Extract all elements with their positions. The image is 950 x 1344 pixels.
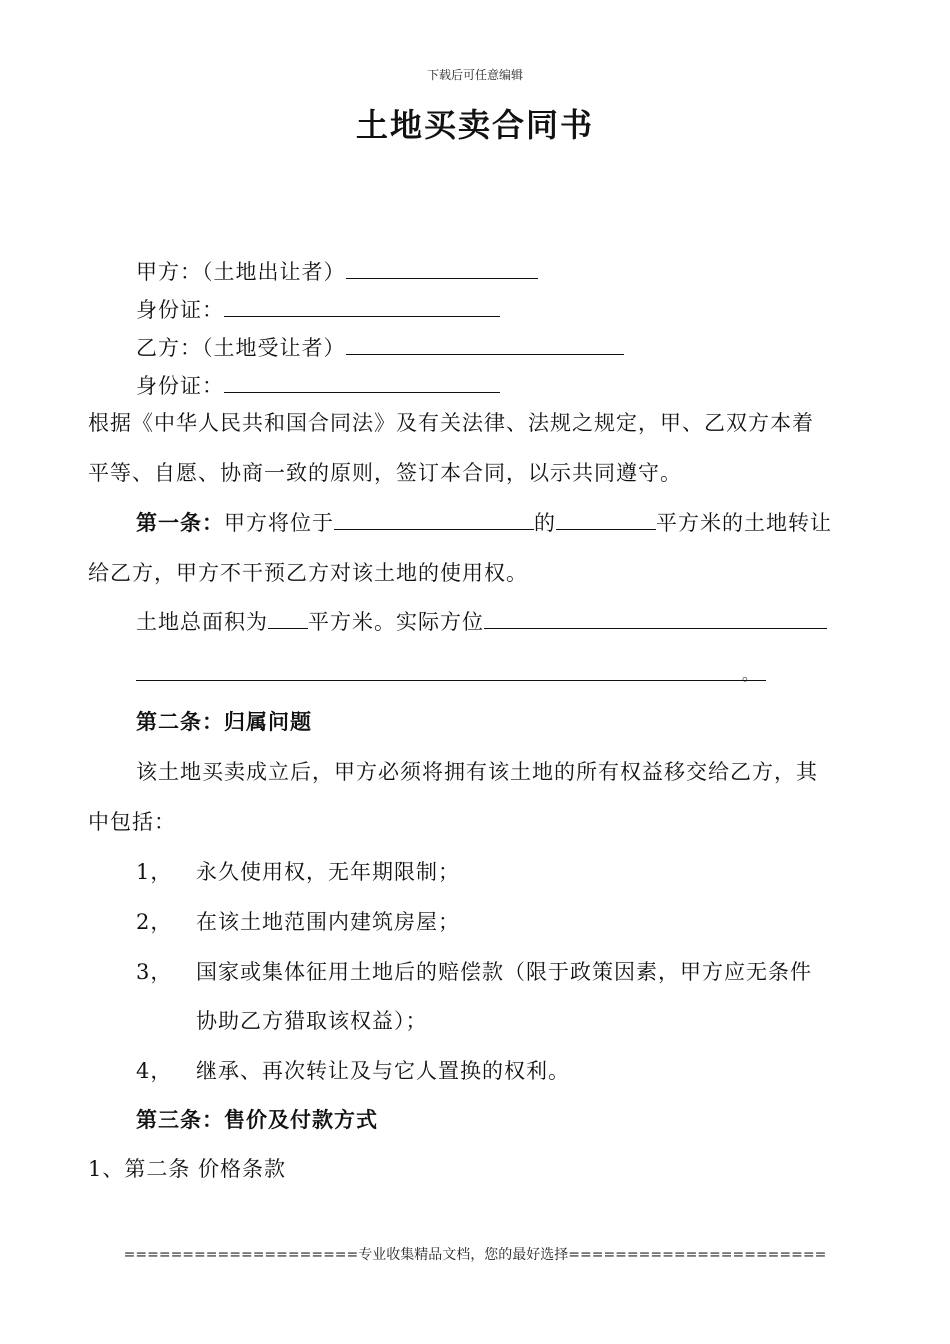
list-item — [136, 1055, 570, 1085]
list-text: 国家或集体征用土地后的赔偿款（限于政策因素，甲方应无条件 — [196, 960, 812, 984]
article1-row-1 — [136, 507, 832, 537]
party-a-row — [136, 256, 538, 286]
area-blank — [268, 606, 308, 629]
list-text: 永久使用权，无年期限制； — [196, 860, 460, 884]
party-b-id-row — [136, 370, 500, 400]
party-b-blank — [346, 332, 624, 355]
list-number: 3， — [136, 960, 173, 984]
list-item — [136, 856, 460, 886]
article2-heading: 第二条：归属问题 — [136, 709, 312, 734]
list-text: 在该土地范围内建筑房屋； — [196, 910, 460, 934]
list-text: 协助乙方猎取该权益）； — [196, 1009, 428, 1033]
intro-line-2: 平等、自愿、协商一致的原则，签订本合同，以示共同遵守。 — [88, 461, 682, 485]
article3-heading: 第三条：售价及付款方式 — [136, 1107, 378, 1132]
party-a-label: 甲方：（土地出让者） — [136, 260, 346, 284]
area-label: 土地总面积为 — [136, 610, 268, 634]
orientation-blank-line-2 — [136, 680, 766, 681]
orientation-end-mark: 。 — [742, 665, 759, 684]
id-label-a: 身份证： — [136, 298, 224, 322]
party-a-id-row — [136, 294, 500, 324]
area-unit: 平方米。实际方位 — [308, 610, 484, 634]
intro-line-1: 根据《中华人民共和国合同法》及有关法律、法规之规定，甲、乙双方本着 — [88, 411, 814, 435]
party-b-label: 乙方：（土地受让者） — [136, 336, 346, 360]
party-b-row — [136, 332, 624, 362]
party-a-id-blank — [224, 294, 500, 317]
article2-line-1: 该土地买卖成立后，甲方必须将拥有该土地的所有权益移交给乙方，其 — [136, 760, 818, 784]
article1-heading: 第一条： — [136, 510, 224, 535]
party-a-blank — [346, 256, 538, 279]
article3-sub: 1、第二条 价格条款 — [88, 1157, 287, 1181]
article1-text-c: 平方米的土地转让 — [656, 511, 832, 535]
list-number: 4， — [136, 1059, 173, 1083]
area-row — [136, 606, 827, 636]
article1-line-2: 给乙方，甲方不干预乙方对该土地的使用权。 — [88, 561, 528, 585]
article1-text-a: 甲方将位于 — [224, 511, 334, 535]
list-number: 1， — [136, 860, 173, 884]
id-label-b: 身份证： — [136, 374, 224, 398]
header-note: 下载后可任意编辑 — [426, 68, 523, 82]
list-item — [136, 956, 812, 986]
list-item-continuation — [136, 1005, 428, 1035]
party-b-id-blank — [224, 370, 500, 393]
list-text: 继承、再次转让及与它人置换的权利。 — [196, 1059, 570, 1083]
document-title: 土地买卖合同书 — [355, 106, 594, 144]
article1-text-b: 的 — [534, 511, 556, 535]
list-number: 2， — [136, 910, 173, 934]
location-blank — [334, 507, 534, 530]
article2-line-2: 中包括： — [88, 810, 176, 834]
footer-note: ====================专业收集精品文档，您的最好选择====================== — [123, 1247, 827, 1263]
list-item — [136, 906, 460, 936]
orientation-blank — [484, 606, 827, 629]
size-blank — [556, 507, 656, 530]
